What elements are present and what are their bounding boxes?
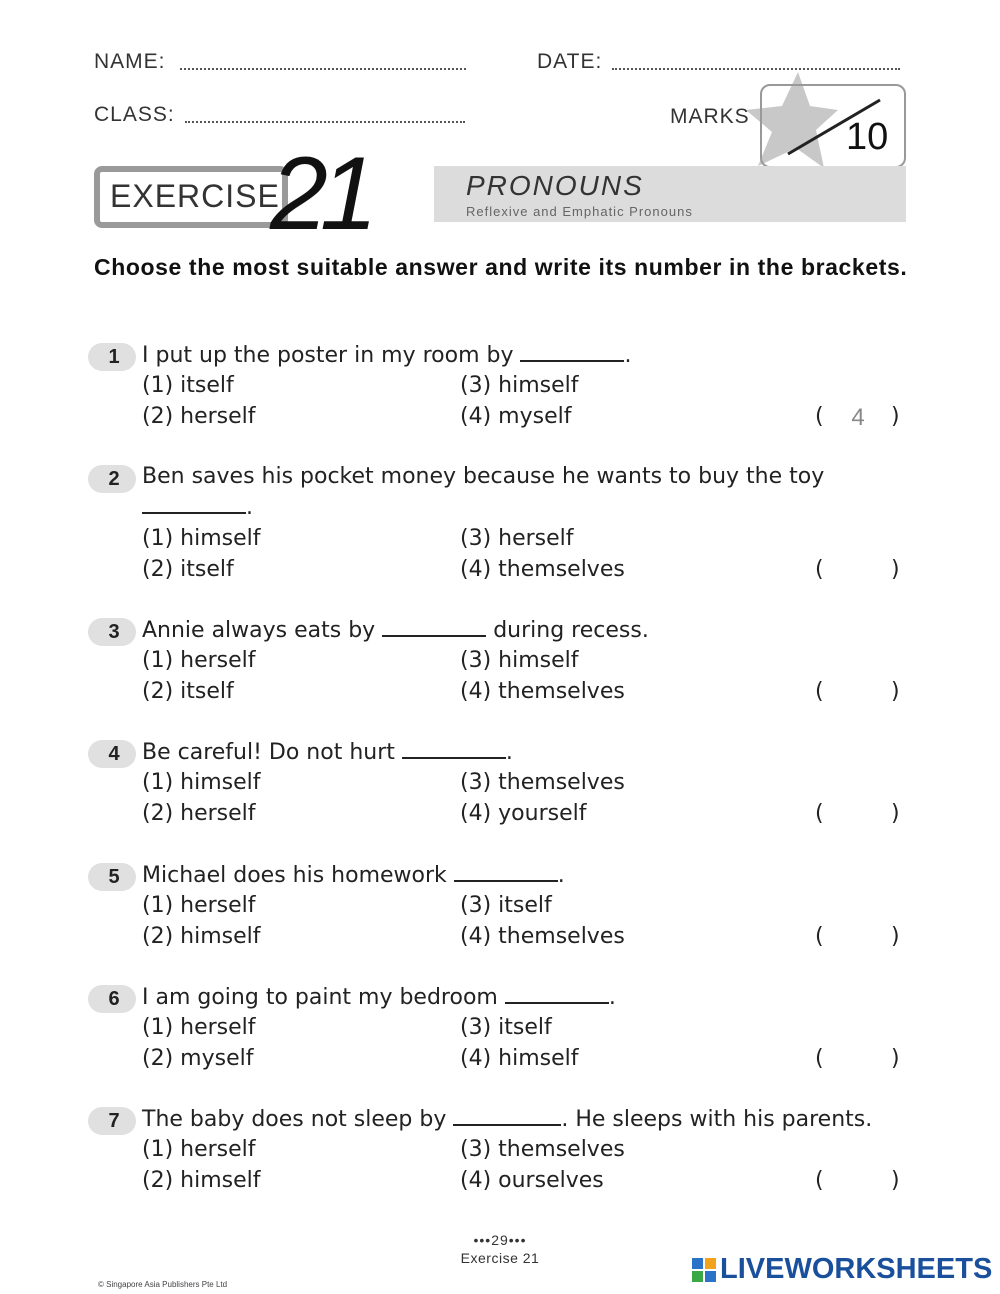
question-number: 4 (88, 740, 136, 768)
answer-blank (402, 739, 506, 759)
page-number: •••29••• (473, 1232, 527, 1248)
question-text (142, 1106, 872, 1132)
answer-blank (382, 617, 486, 637)
question-text-before: Be careful! Do not hurt (142, 740, 395, 765)
exercise-footer-label: Exercise 21 (460, 1250, 540, 1266)
option-2: (2) myself (142, 1046, 254, 1071)
question-7 (0, 1106, 1000, 1216)
question-number: 5 (88, 863, 136, 891)
option-2: (2) herself (142, 404, 256, 429)
question-text (142, 342, 631, 368)
bracket-close: ) (891, 557, 900, 582)
question-number: 7 (88, 1107, 136, 1135)
option-2: (2) itself (142, 557, 234, 582)
option-3: (3) himself (460, 373, 579, 398)
bracket-close: ) (891, 1046, 900, 1071)
option-3: (3) herself (460, 526, 574, 551)
name-field[interactable] (180, 68, 466, 70)
option-2: (2) herself (142, 801, 256, 826)
option-3: (3) himself (460, 648, 579, 673)
question-3 (0, 617, 1000, 727)
question-text (142, 739, 513, 765)
question-text-before: The baby does not sleep by (142, 1107, 447, 1132)
exercise-number: 21 (270, 136, 370, 252)
option-3: (3) itself (460, 893, 552, 918)
option-3: (3) themselves (460, 770, 625, 795)
answer-blank (454, 862, 558, 882)
bracket-open: ( (815, 404, 824, 429)
question-text-before: I am going to paint my bedroom (142, 985, 498, 1010)
option-1: (1) himself (142, 526, 261, 551)
topic-subtitle: Reflexive and Emphatic Pronouns (466, 204, 693, 219)
question-text-before: Annie always eats by (142, 618, 376, 643)
question-number: 2 (88, 465, 136, 493)
question-text (142, 984, 616, 1010)
question-text (142, 862, 565, 888)
question-text-after: . (624, 343, 632, 368)
question-text-after: . He sleeps with his parents. (561, 1107, 873, 1132)
answer-blank (453, 1106, 561, 1126)
answer-input[interactable]: 4 (851, 404, 865, 431)
option-1: (1) herself (142, 648, 256, 673)
option-4: (4) themselves (460, 924, 625, 949)
bracket-close: ) (891, 1168, 900, 1193)
class-label: CLASS: (94, 103, 175, 126)
question-4 (0, 739, 1000, 849)
bracket-close: ) (891, 924, 900, 949)
exercise-word: EXERCISE (110, 178, 280, 214)
option-4: (4) yourself (460, 801, 587, 826)
option-4: (4) themselves (460, 679, 625, 704)
bracket-open: ( (815, 1046, 824, 1071)
option-3: (3) itself (460, 1015, 552, 1040)
date-label: DATE: (537, 50, 603, 73)
option-4: (4) ourselves (460, 1168, 604, 1193)
bracket-close: ) (891, 404, 900, 429)
liveworksheets-logo-icon (692, 1258, 718, 1284)
marks-label: MARKS (670, 105, 750, 128)
question-6 (0, 984, 1000, 1094)
answer-blank (142, 494, 246, 514)
question-text (142, 617, 649, 643)
option-1: (1) itself (142, 373, 234, 398)
bracket-open: ( (815, 679, 824, 704)
question-number: 1 (88, 343, 136, 371)
option-1: (1) herself (142, 1015, 256, 1040)
question-number: 6 (88, 985, 136, 1013)
option-2: (2) himself (142, 924, 261, 949)
name-label: NAME: (94, 50, 166, 73)
marks-total: 10 (846, 116, 889, 158)
option-4: (4) himself (460, 1046, 579, 1071)
bracket-open: ( (815, 801, 824, 826)
option-4: (4) myself (460, 404, 572, 429)
option-2: (2) itself (142, 679, 234, 704)
option-3: (3) themselves (460, 1137, 625, 1162)
option-1: (1) herself (142, 1137, 256, 1162)
question-text: Ben saves his pocket money because he wants to buy the toy (142, 464, 825, 489)
answer-blank (520, 342, 624, 362)
bracket-open: ( (815, 924, 824, 949)
copyright: © Singapore Asia Publishers Pte Ltd (98, 1280, 228, 1289)
bracket-close: ) (891, 801, 900, 826)
option-2: (2) himself (142, 1168, 261, 1193)
date-field[interactable] (612, 68, 900, 70)
class-field[interactable] (185, 121, 465, 123)
question-1 (0, 342, 1000, 452)
bracket-close: ) (891, 679, 900, 704)
bracket-open: ( (815, 557, 824, 582)
question-text-line-2 (142, 494, 253, 520)
question-text-after: . (505, 740, 513, 765)
bracket-open: ( (815, 1168, 824, 1193)
liveworksheets-brand[interactable]: LIVEWORKSHEETS (720, 1253, 993, 1285)
question-text-before: Michael does his homework (142, 863, 447, 888)
question-text-before: I put up the poster in my room by (142, 343, 514, 368)
question-text-after: . (246, 495, 253, 520)
option-4: (4) themselves (460, 557, 625, 582)
question-5 (0, 862, 1000, 972)
option-1: (1) himself (142, 770, 261, 795)
option-1: (1) herself (142, 893, 256, 918)
instructions: Choose the most suitable answer and write its number in the brackets. (94, 254, 908, 280)
question-text-after: . (608, 985, 616, 1010)
answer-blank (505, 984, 609, 1004)
question-2 (0, 464, 1000, 604)
topic-title: PRONOUNS (466, 170, 644, 201)
question-number: 3 (88, 618, 136, 646)
question-text-after: during recess. (493, 618, 649, 643)
question-text-after: . (557, 863, 565, 888)
